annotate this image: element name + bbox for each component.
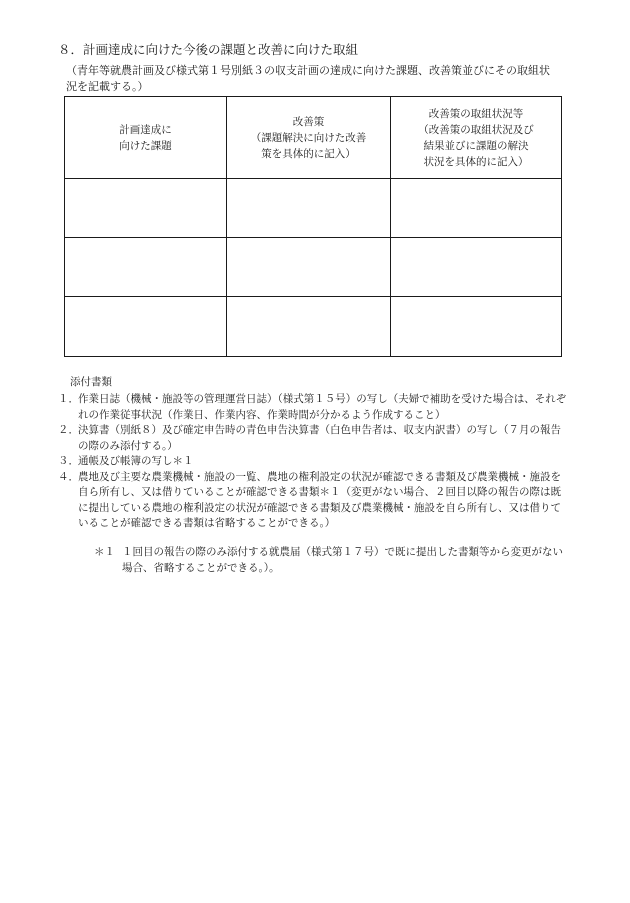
list-item-text: 農地及び主要な農業機械・施設の一覧、農地の権利設定の状況が確認できる書類及び農業機械・施設を自ら所有し、又は借りていることが確認できる書類＊１（変更がない場合、２回目以降の報告の際は既に提出している農地の権利設定の状況が確認できる書類及び農業機械・施設を自ら所有し、又は借りていることが確認できる書類は省略することができる。） [78,470,561,529]
table-row [65,179,562,238]
footnote [94,544,564,576]
list-item-number: １． [58,393,79,405]
table-header-row [65,97,562,179]
plan-table [64,96,562,357]
header-progress: 改善策の取組状況等 （改善策の取組状況及び 結果並びに課題の解決 状況を具体的に記入） [391,97,562,179]
attachments-title: 添付書類 [70,376,112,388]
footnote-text: １回目の報告の際のみ添付する就農届（様式第１７号）で既に提出した書類等から変更がない場合、省略することができる。）。 [122,546,563,574]
header-issues: 計画達成に 向けた課題 [65,97,227,179]
list-item-text: 作業日誌（機械・施設等の管理運営日誌）（様式第１５号）の写し（夫婦で補助を受けた場合は、それぞれの作業従事状況（作業日、作業内容、作業時間が分かるよう作成すること） [78,393,567,421]
list-item [58,470,568,532]
footnote-mark: ＊１ [94,546,115,558]
table-cell[interactable] [227,238,391,297]
table-row [65,297,562,357]
section-note: （青年等就農計画及び様式第１号別紙３の収支計画の達成に向けた課題、改善策並びにその取組状況を記載する。） [66,64,550,93]
section-title: ８．計画達成に向けた今後の課題と改善に向けた取組 [58,42,359,57]
list-item-number: ３． [58,455,79,467]
table-cell[interactable] [391,179,562,238]
table-cell[interactable] [227,179,391,238]
list-item [58,392,568,423]
list-item-text: 通帳及び帳簿の写し＊１ [78,455,194,467]
list-item-text: 決算書（別紙８）及び確定申告時の青色申告決算書（白色申告者は、収支内訳書）の写し（７月の報告の際のみ添付する。） [78,424,561,452]
table-cell[interactable] [391,238,562,297]
table-cell[interactable] [65,179,227,238]
table-cell[interactable] [227,297,391,357]
table-cell[interactable] [391,297,562,357]
list-item [58,454,568,470]
table-cell[interactable] [65,238,227,297]
table-row [65,238,562,297]
header-improvements: 改善策 （課題解決に向けた改善 策を具体的に記入） [227,97,391,179]
list-item-number: ２． [58,424,79,436]
list-item [58,423,568,454]
list-item-number: ４． [58,470,79,483]
attachments-list [58,392,568,532]
table-cell[interactable] [65,297,227,357]
